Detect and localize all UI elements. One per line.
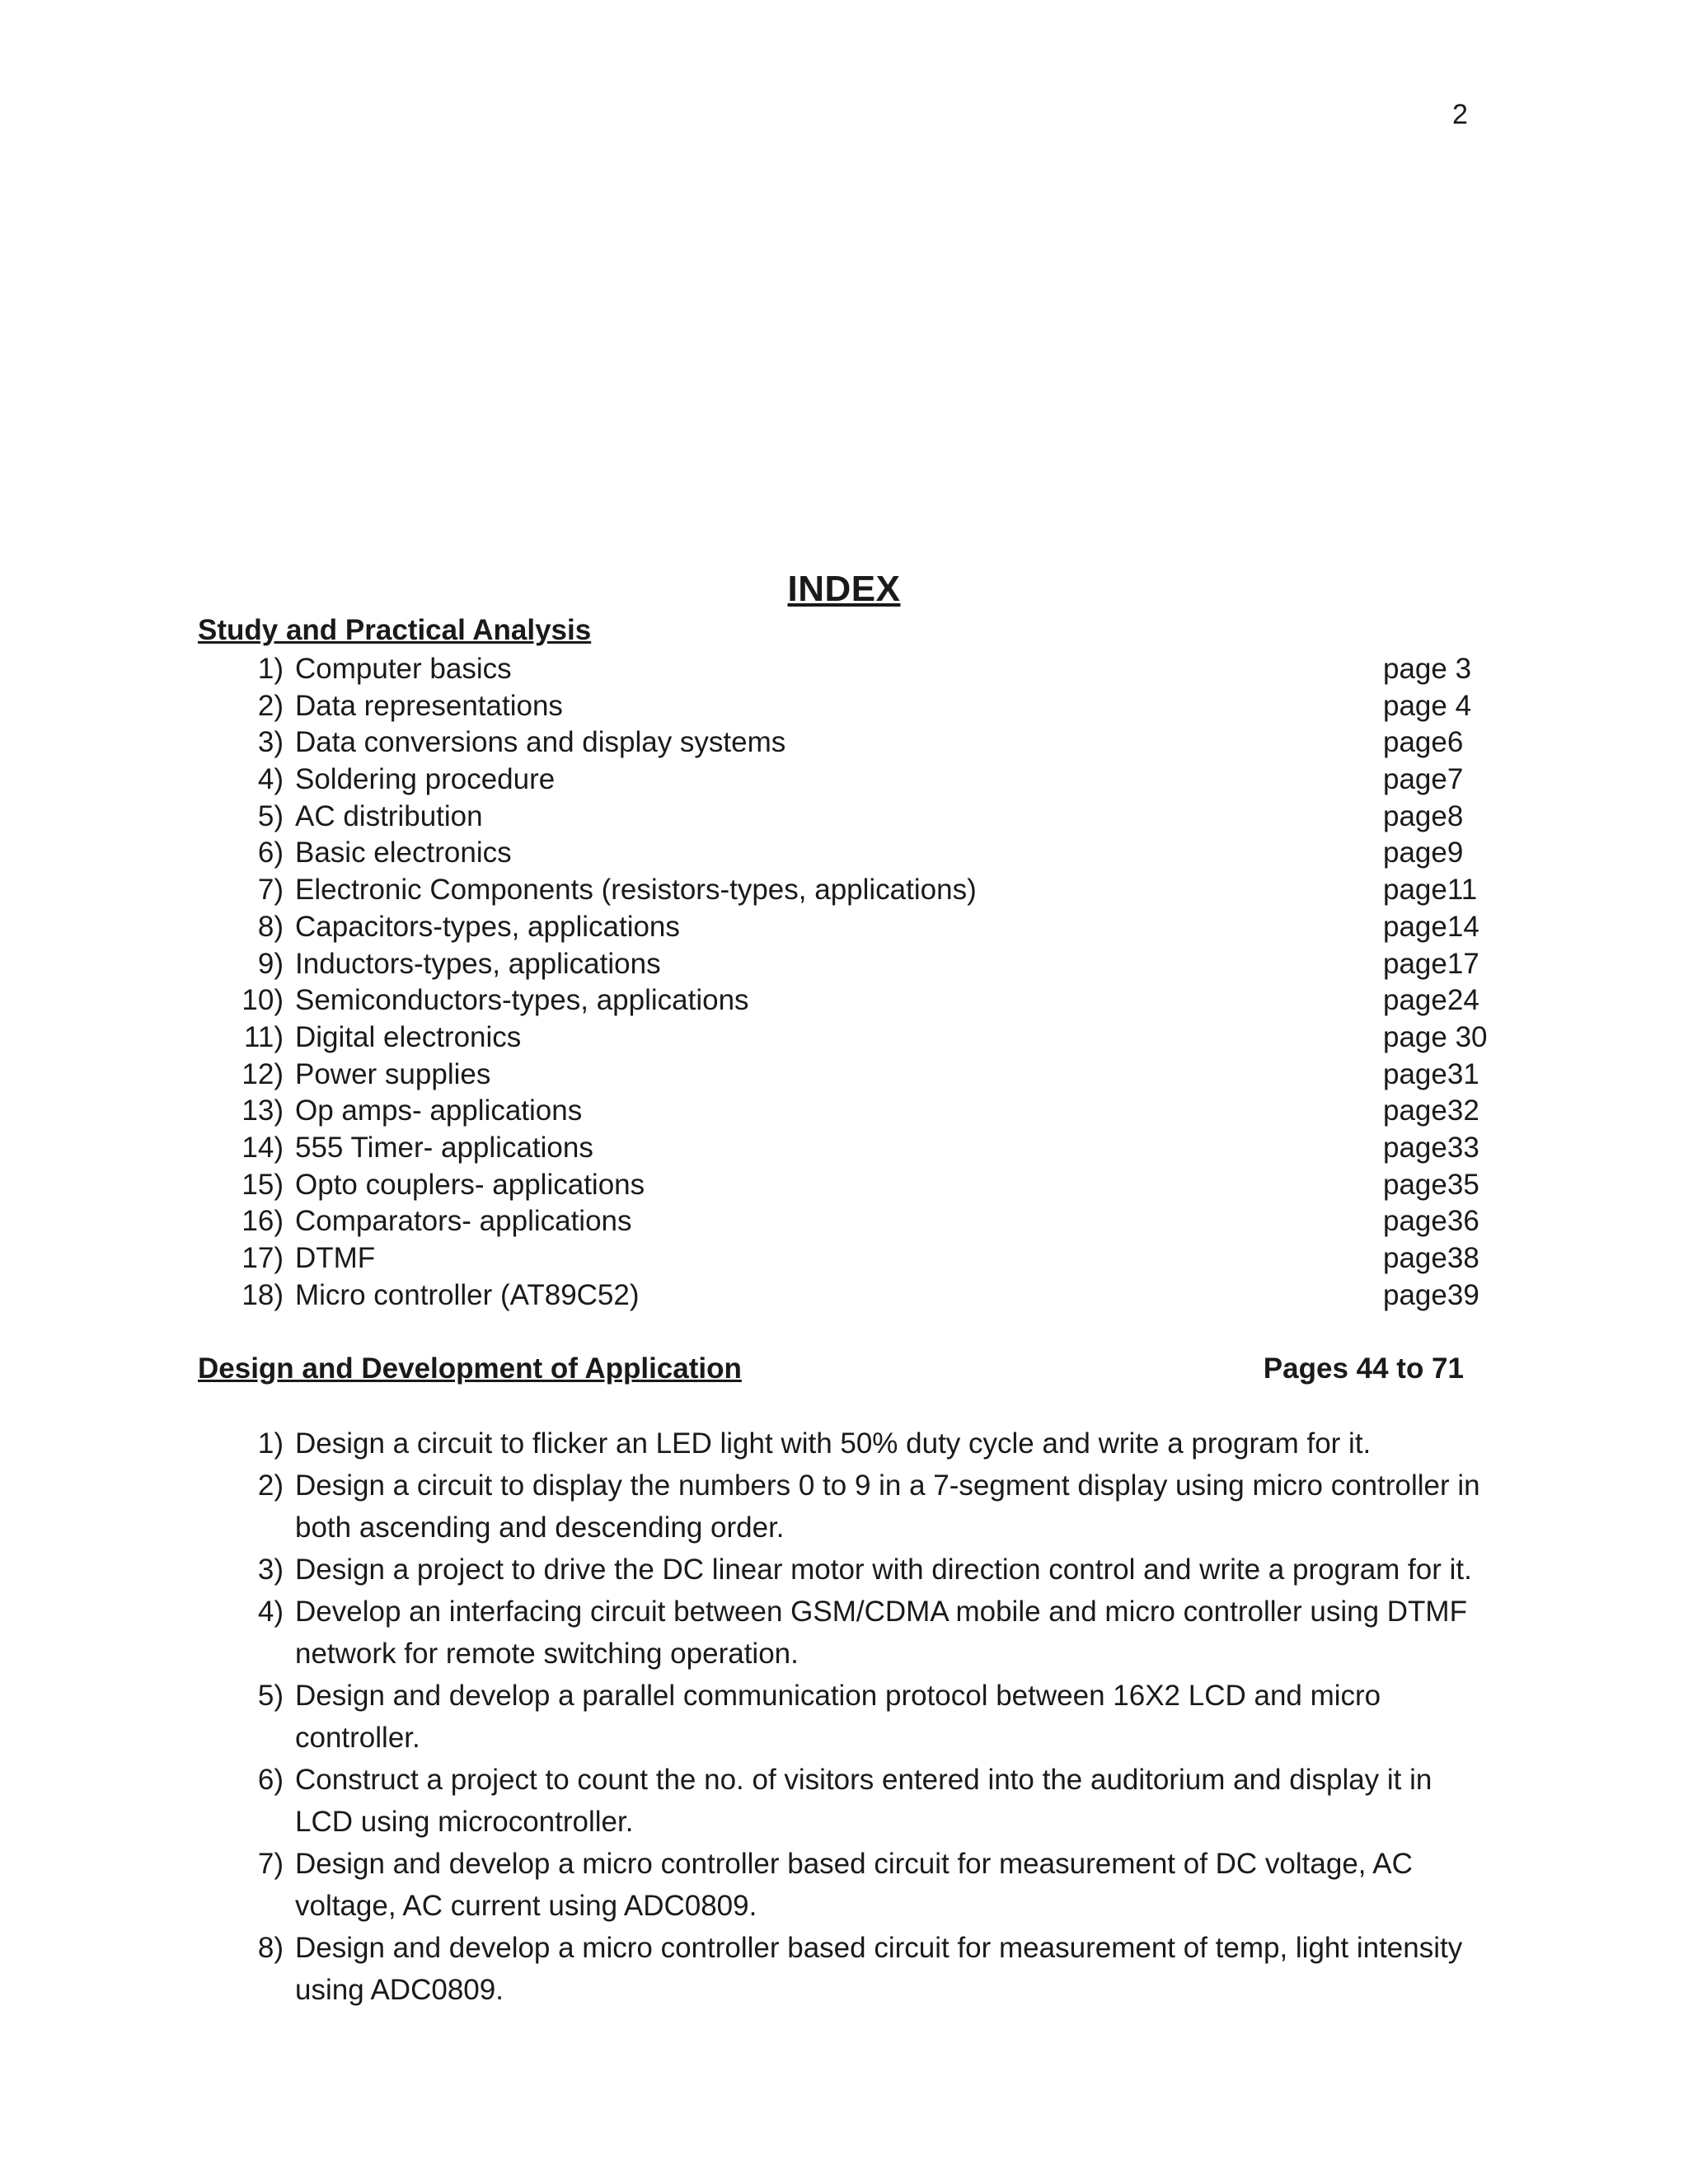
toc-row (198, 1203, 1500, 1240)
toc-text: Electronic Components (resistors-types, applications) (295, 874, 977, 907)
toc-number: 11) (244, 1020, 284, 1053)
item-number: 2) (257, 1469, 284, 1502)
item-text: Design and develop a parallel communication protocol between 16X2 LCD and micro controller. (295, 1680, 1381, 1754)
toc-page: page31 (1383, 1057, 1479, 1090)
toc-text: Opto couplers- applications (295, 1168, 645, 1201)
list-item (198, 1549, 1492, 1591)
toc-number: 8) (257, 910, 284, 943)
toc-page: page33 (1383, 1131, 1479, 1164)
toc-page: page6 (1383, 726, 1464, 759)
list-item (198, 1422, 1492, 1465)
toc-row (198, 1277, 1500, 1315)
toc-number: 7) (257, 874, 284, 907)
toc-row (198, 1057, 1500, 1094)
list-item (198, 1675, 1492, 1759)
toc-text: Data representations (295, 689, 563, 722)
toc-page: page38 (1383, 1242, 1479, 1274)
toc-page: page24 (1383, 984, 1479, 1017)
toc-number: 13) (241, 1094, 284, 1127)
item-number: 3) (257, 1554, 284, 1586)
item-text: Design and develop a micro controller based circuit for measurement of temp, light intensity using ADC0809. (295, 1932, 1463, 2006)
toc-text: Capacitors-types, applications (295, 910, 680, 943)
toc-number: 5) (257, 799, 284, 832)
toc-row (198, 982, 1500, 1019)
toc-number: 17) (241, 1242, 284, 1274)
design-section-pages: Pages 44 to 71 (1263, 1352, 1464, 1385)
toc-page: page14 (1383, 910, 1479, 943)
toc-page: page39 (1383, 1278, 1479, 1311)
toc-row (198, 724, 1500, 762)
item-number: 8) (257, 1932, 284, 1964)
toc-text: Semiconductors-types, applications (295, 984, 749, 1017)
item-number: 6) (257, 1764, 284, 1796)
toc-text: DTMF (295, 1242, 376, 1274)
toc-text: Data conversions and display systems (295, 726, 786, 759)
toc-text: Computer basics (295, 653, 512, 685)
toc-number: 10) (241, 984, 284, 1017)
toc-number: 2) (257, 689, 284, 722)
item-text: Design and develop a micro controller based circuit for measurement of DC voltage, AC voltage, AC current using ADC0809. (295, 1848, 1413, 1922)
toc-page: page11 (1383, 874, 1478, 907)
toc-number: 14) (241, 1131, 284, 1164)
item-number: 5) (257, 1680, 284, 1712)
index-title: INDEX (787, 569, 901, 609)
list-item (198, 1759, 1492, 1843)
toc-text: Soldering procedure (295, 763, 556, 796)
toc-number: 15) (241, 1168, 284, 1201)
list-item (198, 1591, 1492, 1675)
design-section-heading: Design and Development of Application (198, 1352, 742, 1385)
toc-number: 9) (257, 947, 284, 980)
toc-page: page7 (1383, 763, 1464, 796)
toc-row (198, 762, 1500, 799)
study-toc-list (198, 651, 1500, 1314)
toc-number: 16) (241, 1205, 284, 1238)
toc-text: Inductors-types, applications (295, 947, 661, 980)
toc-row (198, 651, 1500, 688)
item-number: 4) (257, 1596, 284, 1628)
toc-number: 6) (257, 837, 284, 869)
item-text: Design a circuit to flicker an LED light with 50% duty cycle and write a program for it. (295, 1427, 1372, 1460)
list-item (198, 1843, 1492, 1927)
toc-page: page 4 (1383, 689, 1472, 722)
toc-number: 18) (241, 1278, 284, 1311)
item-text: Design a circuit to display the numbers 0 to 9 in a 7-segment display using micro controller in both ascending and descending order. (295, 1469, 1480, 1544)
toc-number: 1) (257, 653, 284, 685)
toc-text: Micro controller (AT89C52) (295, 1278, 640, 1311)
item-number: 7) (257, 1848, 284, 1880)
toc-page: page8 (1383, 799, 1464, 832)
toc-row (198, 1093, 1500, 1130)
toc-row (198, 1240, 1500, 1277)
list-item (198, 1927, 1492, 2011)
toc-text: AC distribution (295, 799, 483, 832)
toc-row (198, 872, 1500, 909)
toc-row (198, 946, 1500, 983)
toc-row (198, 909, 1500, 946)
item-number: 1) (257, 1427, 284, 1460)
toc-text: Power supplies (295, 1057, 491, 1090)
toc-row (198, 688, 1500, 725)
toc-number: 12) (241, 1057, 284, 1090)
toc-page: page32 (1383, 1094, 1479, 1127)
toc-page: page36 (1383, 1205, 1479, 1238)
design-application-list (198, 1422, 1492, 2011)
toc-row (198, 1130, 1500, 1167)
toc-row (198, 799, 1500, 836)
toc-text: Digital electronics (295, 1020, 522, 1053)
toc-page: page 3 (1383, 653, 1472, 685)
toc-text: 555 Timer- applications (295, 1131, 593, 1164)
item-text: Develop an interfacing circuit between GSM/CDMA mobile and micro controller using DTMF network for remote switching operation. (295, 1596, 1467, 1670)
toc-number: 4) (257, 763, 284, 796)
toc-row (198, 1167, 1500, 1204)
toc-text: Op amps- applications (295, 1094, 583, 1127)
toc-page: page17 (1383, 947, 1479, 980)
toc-page: page35 (1383, 1168, 1479, 1201)
toc-row (198, 1019, 1500, 1057)
item-text: Design a project to drive the DC linear motor with direction control and write a program for it. (295, 1554, 1472, 1586)
list-item (198, 1465, 1492, 1549)
toc-number: 3) (257, 726, 284, 759)
item-text: Construct a project to count the no. of visitors entered into the auditorium and display it in LCD using microcontroller. (295, 1764, 1432, 1838)
toc-text: Comparators- applications (295, 1205, 632, 1238)
toc-page: page 30 (1383, 1020, 1488, 1053)
toc-page: page9 (1383, 837, 1464, 869)
toc-row (198, 835, 1500, 872)
study-section-heading: Study and Practical Analysis (198, 614, 592, 646)
page-number: 2 (1452, 99, 1468, 130)
toc-text: Basic electronics (295, 837, 512, 869)
